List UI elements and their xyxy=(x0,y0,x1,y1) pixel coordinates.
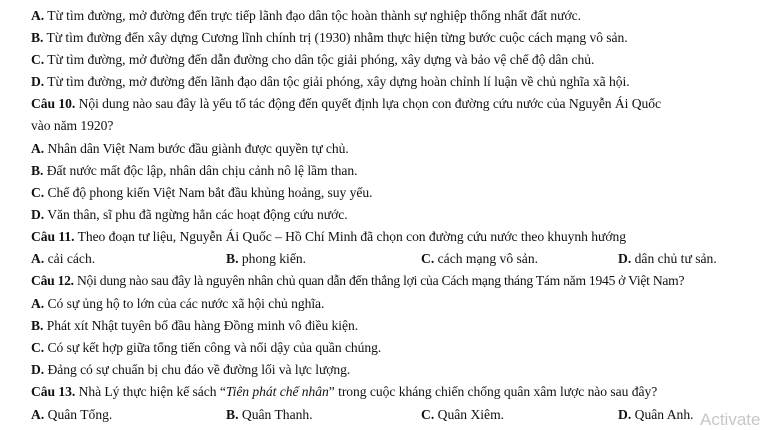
question-text-before: Nhà Lý thực hiện kế sách “ xyxy=(78,384,226,399)
question-text-italic: Tiên phát chế nhân xyxy=(225,384,329,399)
question-label: Câu 10. xyxy=(31,96,76,111)
option-text: Phát xít Nhật tuyên bố đầu hàng Đồng minh vô điều kiện. xyxy=(46,318,359,333)
question-text: vào năm 1920? xyxy=(31,118,114,133)
question-11-option-d xyxy=(618,251,717,267)
option-letter: D. xyxy=(31,362,45,377)
option-letter: C. xyxy=(421,251,435,266)
option-letter: B. xyxy=(226,251,239,266)
question-11-option-c xyxy=(421,251,538,267)
question-12-option-a xyxy=(31,296,324,312)
option-text: Đảng có sự chuẩn bị chu đáo về đường lối và lực lượng. xyxy=(47,362,351,377)
option-letter: A. xyxy=(31,8,45,23)
option-letter: D. xyxy=(618,407,632,422)
option-text: Có sự kết hợp giữa tổng tiến công và nổi dậy của quần chúng. xyxy=(47,340,382,355)
option-text: Nhân dân Việt Nam bước đầu giành được quyền tự chủ. xyxy=(47,141,349,156)
option-text: Có sự ủng hộ to lớn của các nước xã hội chủ nghĩa. xyxy=(47,296,325,311)
option-text: phong kiến. xyxy=(241,251,307,266)
option-letter: A. xyxy=(31,141,45,156)
option-letter: B. xyxy=(226,407,239,422)
option-letter: A. xyxy=(31,296,45,311)
question-13-option-a xyxy=(31,407,112,423)
question-text: Theo đoạn tư liệu, Nguyễn Ái Quốc – Hồ Chí Minh đã chọn con đường cứu nước theo khuynh hướng xyxy=(77,229,626,244)
question-10-option-a xyxy=(31,141,349,157)
option-text: Đất nước mất độc lập, nhân dân chịu cảnh nô lệ lầm than. xyxy=(46,163,358,178)
question-label: Câu 13. xyxy=(31,384,76,399)
option-letter: D. xyxy=(618,251,632,266)
option-text: cách mạng vô sản. xyxy=(437,251,539,266)
option-text: Văn thân, sĩ phu đã ngừng hẳn các hoạt động cứu nước. xyxy=(47,207,348,222)
option-text: Quân Tống. xyxy=(47,407,113,422)
question-13-stem xyxy=(31,384,657,400)
question-13-option-b xyxy=(226,407,313,423)
question-12-option-b xyxy=(31,318,358,334)
option-letter: D. xyxy=(31,207,45,222)
activate-watermark: Activate xyxy=(700,410,761,429)
option-letter: A. xyxy=(31,251,45,266)
option-text: cải cách. xyxy=(47,251,96,266)
option-text: Quân Thanh. xyxy=(241,407,313,422)
option-letter: A. xyxy=(31,407,45,422)
prev-option-b xyxy=(31,30,628,46)
option-text: Chế độ phong kiến Việt Nam bắt đầu khủng hoảng, suy yếu. xyxy=(47,185,373,200)
option-letter: B. xyxy=(31,163,44,178)
question-text: Nội dung nào sau đây là nguyên nhân chủ quan dẫn đến thắng lợi của Cách mạng tháng Tám năm 1945 ở Việt Nam? xyxy=(76,273,685,288)
question-label: Câu 12. xyxy=(31,273,74,288)
question-label: Câu 11. xyxy=(31,229,75,244)
question-10-option-d xyxy=(31,207,348,223)
option-text: Quân Anh. xyxy=(634,407,694,422)
question-10-option-c xyxy=(31,185,372,201)
question-text: Nội dung nào sau đây là yếu tố tác động đến quyết định lựa chọn con đường cứu nước của Nguyễn Ái Quốc xyxy=(78,96,661,111)
question-11-option-a xyxy=(31,251,95,267)
option-letter: C. xyxy=(31,185,45,200)
option-text: Từ tìm đường, mở đường đến lãnh đạo dân tộc giải phóng, xây dựng hoàn chỉnh lí luận về chủ nghĩa xã hội. xyxy=(47,74,630,89)
question-10-option-b xyxy=(31,163,357,179)
option-letter: C. xyxy=(31,340,45,355)
option-text: Từ tìm đường, mở đường đến trực tiếp lãnh đạo dân tộc hoàn thành sự nghiệp thống nhất đất nước. xyxy=(47,8,581,23)
question-11-option-b xyxy=(226,251,306,267)
prev-option-c xyxy=(31,52,594,68)
question-12-option-d xyxy=(31,362,350,378)
question-13-option-c xyxy=(421,407,504,423)
option-letter: C. xyxy=(31,52,45,67)
option-text: dân chủ tư sản. xyxy=(634,251,717,266)
question-text-after: ” trong cuộc kháng chiến chống quân xâm lược nào sau đây? xyxy=(328,384,658,399)
option-text: Từ tìm đường đến xây dựng Cương lĩnh chính trị (1930) nhằm thực hiện từng bước cuộc cách mạng vô sản. xyxy=(46,30,628,45)
prev-option-a xyxy=(31,8,581,24)
question-12-stem xyxy=(31,273,684,289)
option-letter: D. xyxy=(31,74,45,89)
option-text: Từ tìm đường, mở đường đến dẫn đường cho dân tộc giải phóng, xây dựng và bảo vệ chế độ dân chủ. xyxy=(47,52,595,67)
option-letter: B. xyxy=(31,318,44,333)
question-10-stem-cont xyxy=(31,118,113,134)
option-text: Quân Xiêm. xyxy=(437,407,505,422)
question-10-stem xyxy=(31,96,661,112)
question-12-option-c xyxy=(31,340,381,356)
question-11-stem xyxy=(31,229,626,245)
question-13-option-d xyxy=(618,407,694,423)
option-letter: B. xyxy=(31,30,44,45)
prev-option-d xyxy=(31,74,630,90)
option-letter: C. xyxy=(421,407,435,422)
